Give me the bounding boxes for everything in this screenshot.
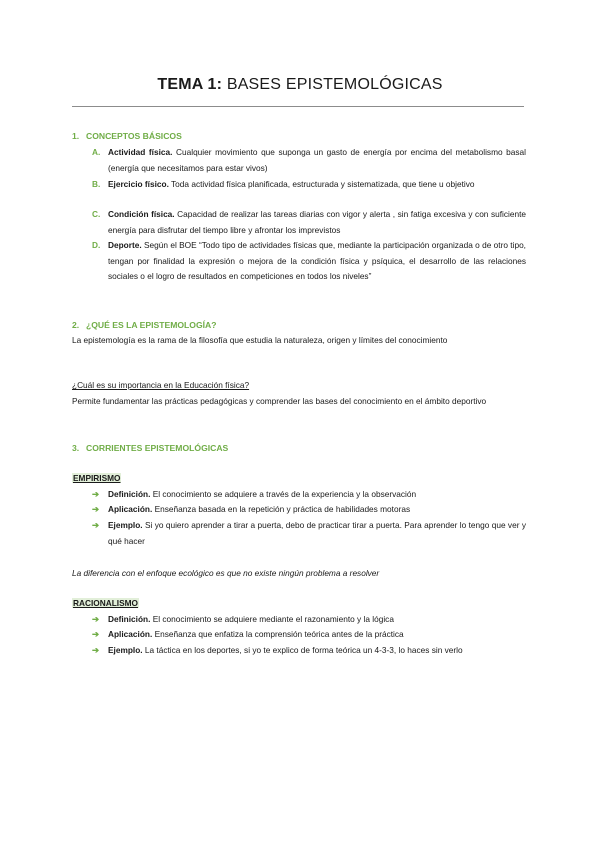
importance-question: ¿Cuál es su importancia en la Educación física? xyxy=(72,380,250,390)
definition-item: A. Actividad física. Cualquier movimiento que suponga un gasto de energía por encima del metabolismo basal (energía que necesitamos para estar vivos) xyxy=(92,147,526,173)
empirismo-item: ➔ Aplicación. Enseñanza basada en la repetición y práctica de habilidades motoras xyxy=(92,502,526,518)
racionalismo-item: ➔ Aplicación. Enseñanza que enfatiza la comprensión teórica antes de la práctica xyxy=(92,627,526,643)
racionalismo-item: ➔ Ejemplo. La táctica en los deportes, si yo te explico de forma teórica un 4-3-3, lo haces sin verlo xyxy=(92,643,526,659)
arrow-icon: ➔ xyxy=(92,504,99,514)
empirismo-note: La diferencia con el enfoque ecológico es que no existe ningún problema a resolver xyxy=(72,568,380,578)
section-1-heading: 1. CONCEPTOS BÁSICOS xyxy=(72,131,182,141)
racionalismo-item: ➔ Definición. El conocimiento se adquiere mediante el razonamiento y la lógica xyxy=(92,612,526,628)
importance-answer: Permite fundamentar las prácticas pedagógicas y comprender las bases del conocimiento en el ámbito deportivo xyxy=(72,396,487,406)
definition-item: D. Deporte. Según el BOE “Todo tipo de actividades físicas que, mediante la participación organizada o de otro tipo, tengan por finalidad la expresión o mejora de la condición física y psíquica, el desarrollo de las relaciones sociales o el logro de resultados en competiciones en todos los niveles” xyxy=(92,240,526,281)
arrow-icon: ➔ xyxy=(92,645,99,655)
empirismo-label: EMPIRISMO xyxy=(73,473,121,483)
page-title: TEMA 1: BASES EPISTEMOLÓGICAS xyxy=(157,76,443,93)
title-divider xyxy=(72,106,524,107)
arrow-icon: ➔ xyxy=(92,614,99,624)
section-2-heading: 2. ¿QUÉ ES LA EPISTEMOLOGÍA? xyxy=(72,320,217,330)
arrow-icon: ➔ xyxy=(92,520,99,530)
empirismo-item: ➔ Ejemplo. Si yo quiero aprender a tirar a puerta, debo de practicar tirar a puerta. Para aprender lo tengo que ver y qué hacer xyxy=(92,520,526,546)
section-3-heading: 3. CORRIENTES EPISTEMOLÓGICAS xyxy=(72,443,229,453)
arrow-icon: ➔ xyxy=(92,629,99,639)
racionalismo-label: RACIONALISMO xyxy=(73,598,138,608)
definition-item: B. Ejercicio físico. Toda actividad física planificada, estructurada y sistematizada, que tiene u objetivo xyxy=(92,179,475,189)
arrow-icon: ➔ xyxy=(92,489,99,499)
definition-item: C. Condición física. Capacidad de realizar las tareas diarias con vigor y alerta , sin fatiga excesiva y con suficiente energía para disfrutar del tiempo libre y afrontar los imprevistos xyxy=(92,209,526,235)
epistemology-definition: La epistemología es la rama de la filosofía que estudia la naturaleza, origen y límites del conocimiento xyxy=(72,335,448,345)
empirismo-item: ➔ Definición. El conocimiento se adquiere a través de la experiencia y la observación xyxy=(92,487,526,503)
